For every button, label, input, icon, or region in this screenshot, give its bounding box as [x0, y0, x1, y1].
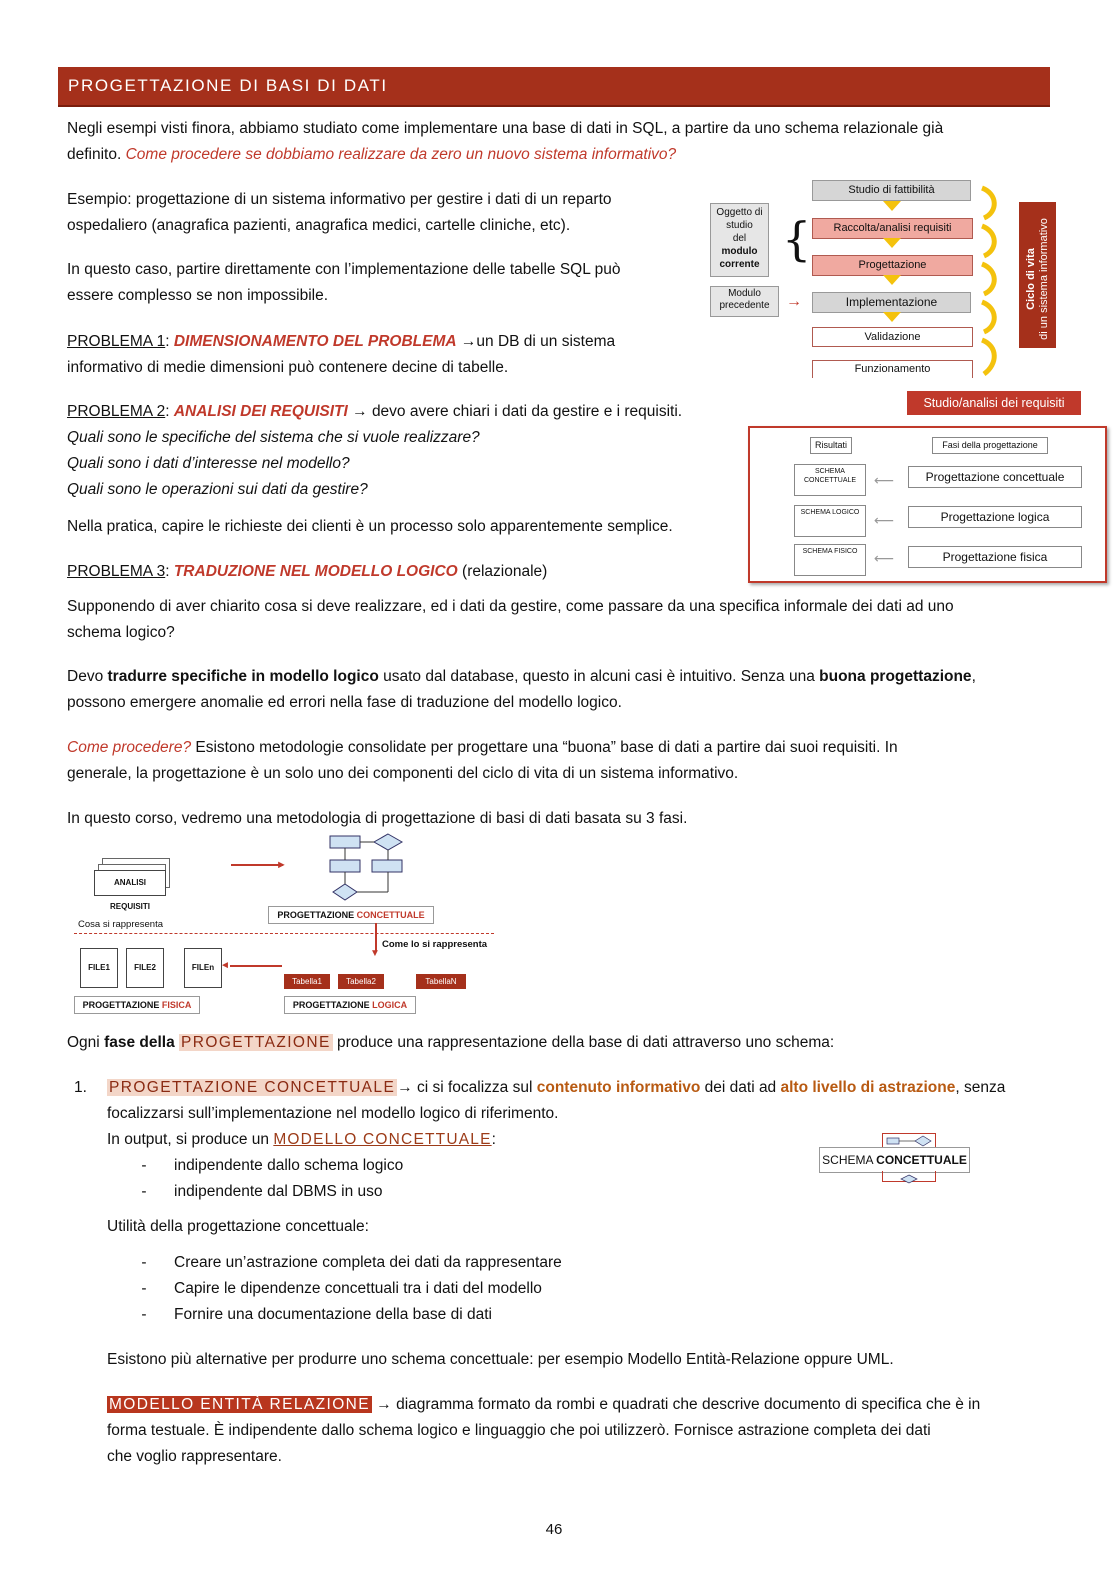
- example-line-2: ospedaliero (anagrafica pazienti, anagrafica medici, cartelle cliniche, etc).: [67, 217, 571, 234]
- object-of-study-box: [710, 203, 769, 277]
- phases-diagram: [748, 426, 1107, 583]
- left-arrow-icon: ◄: [220, 960, 230, 971]
- down-arrow-icon: [883, 275, 901, 285]
- down-arrow-icon: ▼: [370, 948, 380, 959]
- bullet-text: Fornire una documentazione della base di dati: [174, 1306, 492, 1323]
- conceptual-line-2: focalizzarsi sull’implementazione nel modello logico di riferimento.: [107, 1105, 559, 1122]
- alternatives-text: Esistono più alternative per produrre uno schema concettuale: per esempio Modello Entità-Relazione oppure UML.: [107, 1351, 894, 1368]
- bullet-dash: -: [141, 1183, 147, 1200]
- conceptual-bold-1: contenuto informativo: [536, 1079, 701, 1096]
- problem-1-title: DIMENSIONAMENTO DEL PROBLEMA: [173, 333, 457, 350]
- arrow-icon: →: [397, 1079, 413, 1096]
- lifecycle-step: Raccolta/analisi requisiti: [812, 218, 973, 239]
- logical-label-a: PROGETTAZIONE: [292, 1000, 373, 1010]
- intro-text: definito.: [67, 146, 126, 163]
- how-paragraph: [67, 735, 1067, 787]
- intro-paragraph: [67, 116, 1057, 168]
- bullet-text: Capire le dipendenze concettuali tra i dati del modello: [174, 1280, 542, 1297]
- utility-bullets: [138, 1250, 738, 1328]
- physical-label-b: FISICA: [161, 1000, 192, 1010]
- bullet-text: indipendente dallo schema logico: [174, 1157, 404, 1174]
- translate-bold-1: tradurre specifiche in modello logico: [107, 668, 379, 685]
- side-label-line-1: Ciclo di vita: [1025, 248, 1037, 310]
- page-number: 46: [545, 1521, 563, 1538]
- schema-mini-top: [882, 1133, 936, 1148]
- er-model-text: diagramma formato da rombi e quadrati che descrive documento di specifica che è in: [391, 1396, 981, 1413]
- requirements-analysis-doc: ANALISI REQUISITI: [94, 870, 166, 896]
- conceptual-model-link[interactable]: MODELLO CONCETTUALE: [273, 1131, 492, 1148]
- intro-line-2: [67, 142, 1057, 168]
- down-arrow-icon: [883, 312, 901, 322]
- output-bullets: [138, 1153, 538, 1205]
- left-arrow-icon: ⟵: [874, 550, 895, 566]
- every-phase-paragraph: [67, 1030, 1057, 1056]
- er-model-highlight: MODELLO ENTITÀ RELAZIONE: [109, 1396, 370, 1413]
- side-label-text: [1025, 206, 1051, 352]
- lifecycle-side-label: [1019, 202, 1056, 348]
- er-model-line-3: che voglio rappresentare.: [107, 1448, 282, 1465]
- right-arrow-icon: →: [786, 293, 802, 310]
- intro-line-1: Negli esempi visti finora, abbiamo studiato come implementare una base di dati in SQL, a partire da uno schema relazionale già: [67, 120, 944, 137]
- phase-box: Progettazione concettuale: [908, 466, 1082, 488]
- arrow-icon: →: [376, 1396, 392, 1413]
- down-arrow-line: [375, 923, 377, 951]
- previous-module-box: [710, 286, 779, 317]
- schema-box: SCHEMA CONCETTUALE: [794, 464, 866, 496]
- problem-3-label: PROBLEMA 3: [67, 563, 166, 580]
- conceptual-design-highlight: PROGETTAZIONE CONCETTUALE: [109, 1079, 396, 1096]
- example-line-1: Esempio: progettazione di un sistema informativo per gestire i dati di un reparto: [67, 191, 612, 208]
- lifecycle-step: Progettazione: [812, 255, 973, 276]
- conceptual-text-3: , senza: [955, 1079, 1006, 1096]
- arrow-icon: →: [460, 333, 477, 350]
- problem-2-text: devo avere chiari i dati da gestire e i requisiti.: [371, 403, 683, 420]
- phase-box: Progettazione logica: [908, 506, 1082, 528]
- schema-box: SCHEMA FISICO: [794, 544, 866, 576]
- problem-1-text-2: informativo di medie dimensioni può contenere decine di tabelle.: [67, 359, 509, 376]
- problem-2: PROBLEMA 2: ANALISI DEI REQUISITI → devo avere chiari i dati da gestire e i requisiti. Quali sono le specifiche del sistema che si vuole realizzare? Quali sono i dati d’interesse nel modello? Quali sono le operazioni sui dati da gestire?: [67, 399, 747, 503]
- er-model-line-2: forma testuale. È indipendente dallo schema logico e linguaggio che poi utilizzerò. Fornisce astrazione completa dei dati: [107, 1422, 931, 1439]
- problem-2-title: ANALISI DEI REQUISITI: [173, 403, 348, 420]
- phase-box: Progettazione fisica: [908, 546, 1082, 568]
- bullet-text: Creare un’astrazione completa dei dati da rappresentare: [174, 1254, 562, 1271]
- prev-box-line: Modulo: [728, 288, 761, 299]
- object-box-line: Oggetto di: [716, 207, 763, 218]
- file-icon: FILE1: [80, 948, 118, 988]
- section-title: PROGETTAZIONE DI BASI DI DATI: [68, 76, 388, 95]
- down-arrow-icon: [883, 201, 901, 211]
- translate-paragraph: [67, 664, 1067, 716]
- problem-2-question-2: Quali sono i dati d’interesse nel modello?: [67, 455, 350, 472]
- requirements-banner: Studio/analisi dei requisiti: [907, 391, 1081, 415]
- complexity-paragraph: [67, 257, 707, 309]
- example-paragraph: [67, 187, 707, 239]
- object-box-line: modulo: [721, 246, 758, 257]
- conceptual-label-a: PROGETTAZIONE: [277, 910, 357, 920]
- prev-box-line: precedente: [719, 300, 770, 311]
- bullet-text: indipendente dal DBMS in uso: [174, 1183, 383, 1200]
- object-box-line: studio: [726, 220, 753, 231]
- translate-comma: ,: [971, 668, 976, 685]
- problem-3-text: (relazionale): [462, 563, 548, 580]
- every-phase-bold: fase della: [104, 1034, 175, 1051]
- utility-title: Utilità della progettazione concettuale:: [107, 1218, 369, 1235]
- conceptual-text-2: dei dati ad: [700, 1079, 781, 1096]
- conceptual-bold-2: alto livello di astrazione: [780, 1079, 956, 1096]
- translate-text: Devo: [67, 668, 108, 685]
- object-box-line: corrente: [719, 259, 760, 270]
- list-number: 1.: [74, 1079, 87, 1096]
- lifecycle-step: Studio di fattibilità: [812, 180, 971, 201]
- problem-3-line-2: schema logico?: [67, 624, 175, 641]
- file-icon: FILEn: [184, 948, 222, 988]
- side-label-line-2: di un sistema informativo: [1038, 218, 1050, 340]
- schema-box-b: CONCETTUALE: [876, 1153, 967, 1167]
- course-text: In questo corso, vedremo una metodologia di progettazione di basi di dati basata su 3 fasi.: [67, 810, 688, 827]
- cycle-arrows: [976, 184, 1006, 380]
- er-mini-diagram: [328, 832, 408, 906]
- schema-box: SCHEMA LOGICO: [794, 505, 866, 537]
- physical-design-label: [74, 996, 200, 1014]
- bullet-dash: -: [141, 1280, 147, 1297]
- what-label: Cosa si rappresenta: [78, 919, 164, 930]
- complexity-line-1: In questo caso, partire direttamente con l’implementazione delle tabelle SQL può: [67, 261, 621, 278]
- problem-1-label: PROBLEMA 1: [67, 333, 166, 350]
- bullet-dash: -: [141, 1306, 147, 1323]
- brace-icon: {: [782, 212, 812, 266]
- file-icon: FILE2: [126, 948, 164, 988]
- object-box-line: del: [732, 233, 747, 244]
- problem-2-question-3: Quali sono le operazioni sui dati da gestire?: [67, 481, 368, 498]
- how-label: Come lo si rappresenta: [382, 939, 488, 950]
- physical-label-a: PROGETTAZIONE: [82, 1000, 162, 1010]
- output-colon: :: [491, 1131, 496, 1148]
- progettazione-highlight: PROGETTAZIONE: [181, 1034, 331, 1051]
- problem-2-question-1: Quali sono le specifiche del sistema che si vuole realizzare?: [67, 429, 480, 446]
- problem-3-line-1: Supponendo di aver chiarito cosa si deve realizzare, ed i dati da gestire, come passare da una specifica informale dei dati ad uno: [67, 598, 954, 615]
- how-question: Come procedere?: [67, 739, 192, 756]
- lifecycle-diagram: [700, 178, 1100, 378]
- phases-header: Fasi della progettazione: [932, 437, 1048, 454]
- conceptual-schema-box: [819, 1147, 970, 1173]
- er-model-paragraph: [107, 1392, 1067, 1470]
- lifecycle-step: Implementazione: [812, 292, 971, 313]
- table-icon: TabellaN: [416, 974, 466, 989]
- every-phase-text-2: produce una rappresentazione della base di dati attraverso uno schema:: [332, 1034, 835, 1051]
- problem-1: PROBLEMA 1: DIMENSIONAMENTO DEL PROBLEMA →un DB di un sistema informativo di medie dimensioni può contenere decine di tabelle.: [67, 329, 727, 381]
- arrow-icon: →: [352, 403, 368, 420]
- bullet-dash: -: [141, 1157, 147, 1174]
- practice-text: Nella pratica, capire le richieste dei clienti è un processo solo apparentemente semplice.: [67, 518, 673, 535]
- left-arrow-icon: ⟵: [874, 512, 895, 528]
- conceptual-design-label: [268, 906, 434, 924]
- logical-design-label: [284, 996, 416, 1014]
- translate-line-2: possono emergere anomalie ed errori nella fase di traduzione del modello logico.: [67, 694, 622, 711]
- problem-1-text: un DB di un sistema: [476, 333, 616, 350]
- section-header: [58, 67, 1050, 107]
- how-line-2: generale, la progettazione è un solo uno dei componenti del ciclo di vita di un sistema informativo.: [67, 765, 739, 782]
- logical-label-b: LOGICA: [372, 1000, 408, 1010]
- intro-question: Come procedere se dobbiamo realizzare da zero un nuovo sistema informativo?: [125, 146, 677, 163]
- how-text: Esistono metodologie consolidate per progettare una “buona” base di dati a partire dai suoi requisiti. In: [191, 739, 898, 756]
- conceptual-text: ci si focalizza sul: [412, 1079, 537, 1096]
- table-icon: Tabella2: [338, 974, 384, 989]
- lifecycle-step: Funzionamento: [812, 360, 973, 378]
- results-label: Risultati: [810, 437, 852, 454]
- problem-3: PROBLEMA 3: TRADUZIONE NEL MODELLO LOGICO (relazionale): [67, 563, 548, 580]
- translate-bold-2: buona progettazione: [819, 668, 972, 685]
- left-arrow-icon: ⟵: [874, 472, 895, 488]
- problem-3-paragraph: [67, 594, 1057, 646]
- schema-mini-bottom: [882, 1171, 936, 1182]
- complexity-line-2: essere complesso se non impossibile.: [67, 287, 329, 304]
- lifecycle-step: Validazione: [812, 327, 973, 347]
- translate-text-2: usato dal database, questo in alcuni casi è intuitivo. Senza una: [378, 668, 820, 685]
- conceptual-label-b: CONCETTUALE: [356, 910, 425, 920]
- every-phase-text: Ogni: [67, 1034, 105, 1051]
- down-arrow-icon: [883, 238, 901, 248]
- three-phases-figure: [70, 830, 500, 1020]
- right-arrow-icon: ►: [276, 859, 287, 871]
- schema-box-a: SCHEMA: [822, 1153, 877, 1167]
- problem-2-label: PROBLEMA 2: [67, 403, 166, 420]
- table-icon: Tabella1: [284, 974, 330, 989]
- output-text: In output, si produce un: [107, 1131, 274, 1148]
- problem-3-title: TRADUZIONE NEL MODELLO LOGICO: [173, 563, 458, 580]
- arrow-line: [230, 965, 282, 967]
- dashed-separator: [74, 933, 494, 934]
- bullet-dash: -: [141, 1254, 147, 1271]
